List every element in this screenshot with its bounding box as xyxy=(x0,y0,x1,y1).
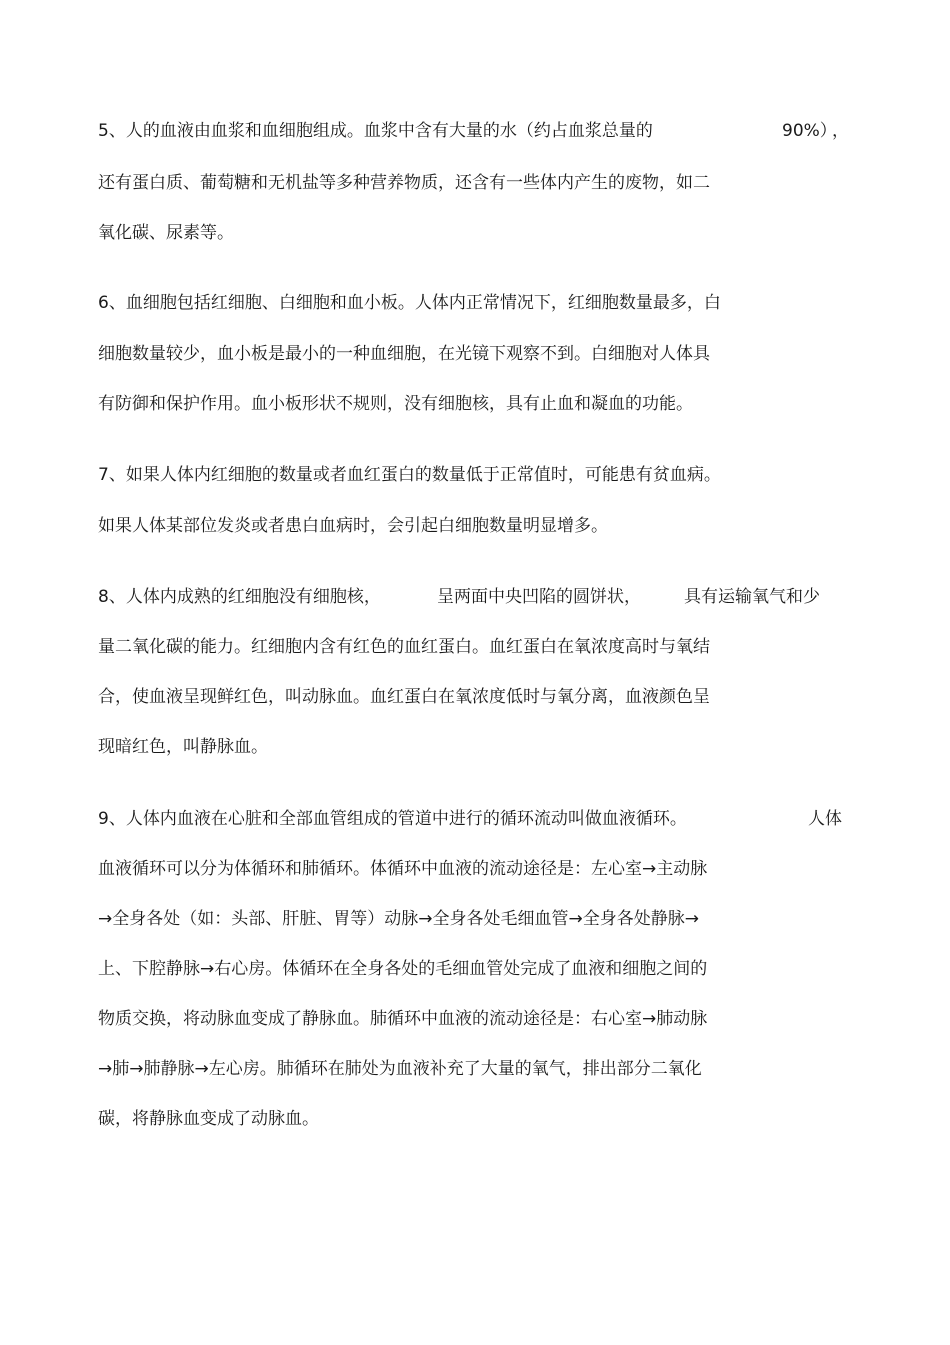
text-line: 量二氧化碳的能力。红细胞内含有红色的血红蛋白。血红蛋白在氧浓度高时与氧结 xyxy=(98,637,710,657)
text-line: 血液循环可以分为体循环和肺循环。体循环中血液的流动途径是：左心室→主动脉 xyxy=(98,859,708,879)
text-fragment: ， xyxy=(832,121,849,141)
text-line: 现暗红色，叫静脉血。 xyxy=(98,737,268,757)
text-fragment: 具有运输氧气和少 xyxy=(684,587,820,607)
text-fragment: 8、人体内成熟的红细胞没有细胞核， xyxy=(98,587,381,607)
text-line: 6、血细胞包括红细胞、白细胞和血小板。人体内正常情况下，红细胞数量最多，白 xyxy=(98,293,721,313)
text-fragment: 呈两面中央凹陷的圆饼状， xyxy=(437,587,641,607)
text-line: →肺→肺静脉→左心房。肺循环在肺处为血液补充了大量的氧气，排出部分二氧化 xyxy=(98,1059,702,1079)
text-fragment: 9、人体内血液在心脏和全部血管组成的管道中进行的循环流动叫做血液循环。 xyxy=(98,809,687,829)
text-fragment: 人体 xyxy=(808,809,842,829)
text-line: 碳，将静脉血变成了动脉血。 xyxy=(98,1109,319,1129)
text-line: 还有蛋白质、葡萄糖和无机盐等多种营养物质，还含有一些体内产生的废物，如二 xyxy=(98,173,710,193)
text-line: 细胞数量较少，血小板是最小的一种血细胞，在光镜下观察不到。白细胞对人体具 xyxy=(98,344,710,364)
text-line: 物质交换，将动脉血变成了静脉血。肺循环中血液的流动途径是：右心室→肺动脉 xyxy=(98,1009,708,1029)
text-line: →全身各处（如：头部、肝脏、胃等）动脉→全身各处毛细血管→全身各处静脉→ xyxy=(98,909,699,929)
text-line: 5、人的血液由血浆和血细胞组成。血浆中含有大量的水（约占血浆总量的 xyxy=(98,121,653,141)
text-line: 7、如果人体内红细胞的数量或者血红蛋白的数量低于正常值时，可能患有贫血病。 xyxy=(98,465,721,485)
text-line: 氧化碳、尿素等。 xyxy=(98,223,234,243)
text-line: 有防御和保护作用。血小板形状不规则，没有细胞核，具有止血和凝血的功能。 xyxy=(98,394,693,414)
text-line: 上、下腔静脉→右心房。体循环在全身各处的毛细血管处完成了血液和细胞之间的 xyxy=(98,959,708,979)
text-fragment: 90%） xyxy=(782,121,837,141)
text-line: 如果人体某部位发炎或者患白血病时，会引起白细胞数量明显增多。 xyxy=(98,516,608,536)
text-line: 合，使血液呈现鲜红色，叫动脉血。血红蛋白在氧浓度低时与氧分离，血液颜色呈 xyxy=(98,687,710,707)
